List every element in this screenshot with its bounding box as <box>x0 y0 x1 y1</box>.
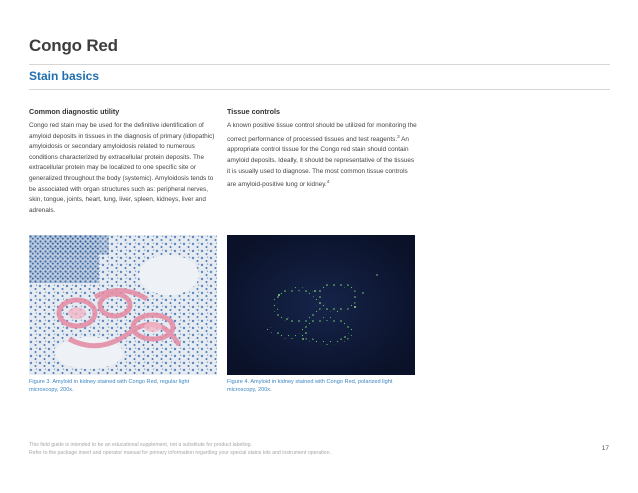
footer-line-1: This field guide is intended to be an educational supplement, not a substitute for product labeling. <box>29 442 252 448</box>
tissue-controls-text-part1: A known positive tissue control should be utilized for monitoring the correct performance of processed tissues and test reagents. <box>227 122 417 143</box>
figure-3-svg <box>29 235 217 375</box>
figure-4-caption: Figure 4. Amyloid in kidney stained with Congo Red, polarized light microscopy, 200x. <box>227 379 393 393</box>
reference-4: 4 <box>326 179 330 185</box>
left-column <box>29 107 217 216</box>
page-number: 17 <box>601 445 609 452</box>
figure-3-caption: Figure 3. Amyloid in kidney stained with Congo Red, regular light microscopy, 200x. <box>29 379 190 393</box>
tissue-controls-text-part2: An appropriate control tissue for the Congo red stain should contain amyloid deposits. Ideally, it should be representative of the tissues it is usually used to diagnose. The most common tissue controls are amyloid-positive lung or kidney. <box>227 135 415 189</box>
diagnostic-utility-heading: Common diagnostic utility <box>29 107 120 116</box>
tissue-controls-text <box>227 121 417 191</box>
right-column <box>227 107 417 191</box>
figure-3-light-microscopy-image <box>29 235 217 375</box>
figure-4-svg <box>227 235 415 375</box>
diagnostic-utility-text: Congo red stain may be used for the definitive identification of amyloid deposits in tissues in the diagnosis of primary (idiopathic) amyloidosis or secondary amyloidosis related to numerous conditions characterized by extracellular protein deposits. The extracellular protein may be localized to one specific site or generalized throughout the body (systemic). Amyloidosis tends to be associated with organ structures such as: peripheral nerves, skin, tongue, joints, heart, lung, liver, spleen, kidneys, liver and adrenals. <box>29 122 215 214</box>
title-divider <box>29 64 610 65</box>
page-title: Congo Red <box>29 36 118 55</box>
section-title: Stain basics <box>29 69 100 83</box>
footer-disclaimer <box>29 441 549 457</box>
reference-3: 3 <box>397 133 400 139</box>
figure-4-polarized-light-image <box>227 235 415 375</box>
section-divider <box>29 89 610 90</box>
tissue-controls-heading: Tissue controls <box>227 107 280 116</box>
footer-line-2: Refer to the package insert and operator manual for primary information regarding your special stains kits and instrument operation. <box>29 450 331 456</box>
